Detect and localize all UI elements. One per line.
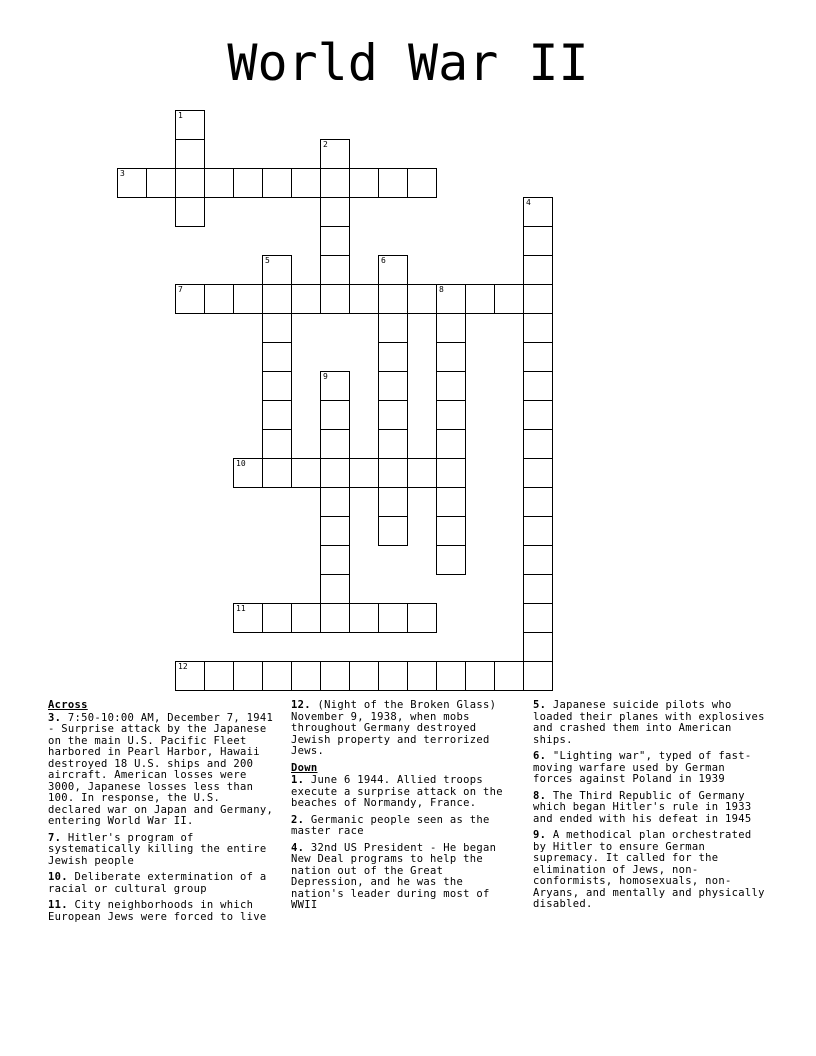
clues-column-3 <box>533 700 765 916</box>
grid-cell[interactable] <box>436 371 466 401</box>
grid-cell[interactable] <box>262 603 292 633</box>
across-clue-10 <box>48 872 276 895</box>
grid-cell[interactable] <box>233 168 263 198</box>
grid-cell[interactable] <box>378 487 408 517</box>
grid-cell[interactable] <box>204 284 234 314</box>
clue-number: 7. <box>48 831 62 844</box>
grid-cell[interactable] <box>175 284 205 314</box>
grid-cell[interactable] <box>523 516 553 546</box>
clue-number: 12. <box>291 699 311 711</box>
cell-number: 7 <box>178 285 183 294</box>
grid-cell[interactable] <box>320 168 350 198</box>
grid-cell[interactable] <box>523 429 553 459</box>
grid-cell[interactable] <box>349 603 379 633</box>
grid-cell[interactable] <box>320 284 350 314</box>
grid-cell[interactable] <box>175 197 205 227</box>
grid-cell[interactable] <box>262 168 292 198</box>
grid-cell[interactable] <box>320 574 350 604</box>
grid-cell[interactable] <box>523 371 553 401</box>
grid-cell[interactable] <box>291 168 321 198</box>
cell-number: 5 <box>265 256 270 265</box>
grid-cell[interactable] <box>407 168 437 198</box>
grid-cell[interactable] <box>436 342 466 372</box>
grid-cell[interactable] <box>262 458 292 488</box>
grid-cell[interactable] <box>291 284 321 314</box>
grid-cell[interactable] <box>262 342 292 372</box>
clue-text: City neighborhoods in which European Jews were forced to live <box>48 899 267 923</box>
clue-text: Germanic people seen as the master race <box>291 813 490 837</box>
grid-cell[interactable] <box>262 429 292 459</box>
grid-cell[interactable] <box>494 284 524 314</box>
clue-text: The Third Republic of Germany which began Hitler's rule in 1933 and ended with his defeat in 1945 <box>533 789 752 825</box>
down-clue-4 <box>291 843 521 912</box>
clue-text: 7:50-10:00 AM, December 7, 1941 - Surprise attack by the Japanese on the main U.S. Pacific Fleet harbored in Pearl Harbor, Hawaii destroyed 18 U.S. ships and 200 aircraft. American losses were 3000, Japanese losses less than 100. In response, the U.S. declared war on Japan and Germany, entering World War II. <box>48 711 274 827</box>
cell-number: 11 <box>236 604 246 613</box>
grid-cell[interactable] <box>523 574 553 604</box>
grid-cell[interactable] <box>320 487 350 517</box>
grid-cell[interactable] <box>175 110 205 140</box>
grid-cell[interactable] <box>320 516 350 546</box>
down-clue-6 <box>533 751 765 786</box>
grid-cell[interactable] <box>291 603 321 633</box>
grid-cell[interactable] <box>523 545 553 575</box>
grid-cell[interactable] <box>436 284 466 314</box>
clue-text: (Night of the Broken Glass) November 9, 1938, when mobs throughout Germany destroyed Jewish property and terrorized Jews. <box>291 699 497 757</box>
grid-cell[interactable] <box>465 284 495 314</box>
cell-number: 4 <box>526 198 531 207</box>
grid-cell[interactable] <box>523 284 553 314</box>
clue-number: 9. <box>533 829 547 841</box>
clue-number: 1. <box>291 774 305 786</box>
grid-cell[interactable] <box>378 661 408 691</box>
grid-cell[interactable] <box>436 487 466 517</box>
grid-cell[interactable] <box>523 487 553 517</box>
grid-cell[interactable] <box>523 255 553 285</box>
grid-cell[interactable] <box>349 284 379 314</box>
grid-cell[interactable] <box>378 371 408 401</box>
grid-cell[interactable] <box>378 313 408 343</box>
grid-cell[interactable] <box>378 255 408 285</box>
cell-number: 12 <box>178 662 188 671</box>
grid-cell[interactable] <box>436 429 466 459</box>
grid-cell[interactable] <box>291 661 321 691</box>
clue-text: Japanese suicide pilots who loaded their planes with explosives and crashed them into American ships. <box>533 699 765 746</box>
grid-cell[interactable] <box>523 197 553 227</box>
grid-cell[interactable] <box>204 168 234 198</box>
grid-cell[interactable] <box>320 400 350 430</box>
cell-number: 9 <box>323 372 328 381</box>
grid-cell[interactable] <box>436 545 466 575</box>
clues-column-1 <box>48 700 276 928</box>
clue-number: 8. <box>533 789 547 802</box>
grid-cell[interactable] <box>262 284 292 314</box>
clue-number: 3. <box>48 711 62 724</box>
clue-text: June 6 1944. Allied troops execute a surprise attack on the beaches of Normandy, France. <box>291 774 503 809</box>
grid-cell[interactable] <box>320 226 350 256</box>
grid-cell[interactable] <box>523 661 553 691</box>
grid-cell[interactable] <box>523 400 553 430</box>
grid-cell[interactable] <box>204 661 234 691</box>
grid-cell[interactable] <box>320 197 350 227</box>
grid-cell[interactable] <box>378 284 408 314</box>
grid-cell[interactable] <box>146 168 176 198</box>
grid-cell[interactable] <box>262 313 292 343</box>
grid-cell[interactable] <box>320 255 350 285</box>
grid-cell[interactable] <box>349 458 379 488</box>
grid-cell[interactable] <box>378 342 408 372</box>
grid-cell[interactable] <box>436 400 466 430</box>
down-clue-5 <box>533 700 765 746</box>
clue-number: 11. <box>48 899 68 911</box>
grid-cell[interactable] <box>523 313 553 343</box>
grid-cell[interactable] <box>465 661 495 691</box>
grid-cell[interactable] <box>378 458 408 488</box>
down-clue-8 <box>533 791 765 826</box>
grid-cell[interactable] <box>523 603 553 633</box>
grid-cell[interactable] <box>378 516 408 546</box>
grid-cell[interactable] <box>378 168 408 198</box>
grid-cell[interactable] <box>407 661 437 691</box>
grid-cell[interactable] <box>494 661 524 691</box>
grid-cell[interactable] <box>436 516 466 546</box>
grid-cell[interactable] <box>320 371 350 401</box>
grid-cell[interactable] <box>349 168 379 198</box>
grid-cell[interactable] <box>262 661 292 691</box>
grid-cell[interactable] <box>523 226 553 256</box>
clue-text: "Lighting war", typed of fast-moving warfare used by German forces against Poland in 1939 <box>533 750 752 785</box>
clue-number: 6. <box>533 750 547 762</box>
grid-cell[interactable] <box>349 661 379 691</box>
down-clue-2 <box>291 815 521 838</box>
grid-cell[interactable] <box>378 400 408 430</box>
down-heading: Down <box>291 761 318 774</box>
grid-cell[interactable] <box>175 168 205 198</box>
clue-number: 5. <box>533 699 547 711</box>
grid-cell[interactable] <box>320 458 350 488</box>
cell-number: 10 <box>236 459 246 468</box>
clues-column-2 <box>291 700 521 917</box>
grid-cell[interactable] <box>378 429 408 459</box>
across-clue-12 <box>291 700 521 758</box>
grid-cell[interactable] <box>291 458 321 488</box>
grid-cell[interactable] <box>175 661 205 691</box>
grid-cell[interactable] <box>407 458 437 488</box>
clue-text: Deliberate extermination of a racial or cultural group <box>48 871 267 895</box>
grid-cell[interactable] <box>320 603 350 633</box>
clue-text: 32nd US President - He began New Deal programs to help the nation out of the Great Depression, and he was the nation's leader during most of WWII <box>291 841 497 911</box>
cell-number: 6 <box>381 256 386 265</box>
across-clue-11 <box>48 900 276 923</box>
grid-cell[interactable] <box>262 400 292 430</box>
clue-number: 2. <box>291 813 305 826</box>
grid-cell[interactable] <box>233 458 263 488</box>
grid-cell[interactable] <box>320 429 350 459</box>
across-clue-3 <box>48 713 276 828</box>
grid-cell[interactable] <box>320 661 350 691</box>
puzzle-title: World War II <box>227 34 589 92</box>
grid-cell[interactable] <box>175 139 205 169</box>
grid-cell[interactable] <box>262 255 292 285</box>
grid-cell[interactable] <box>233 284 263 314</box>
grid-cell[interactable] <box>407 284 437 314</box>
cell-number: 8 <box>439 285 444 294</box>
down-clue-9 <box>533 830 765 911</box>
grid-cell[interactable] <box>436 661 466 691</box>
across-clue-7 <box>48 833 276 868</box>
clue-number: 4. <box>291 841 305 854</box>
grid-cell[interactable] <box>523 342 553 372</box>
grid-cell[interactable] <box>378 603 408 633</box>
grid-cell[interactable] <box>523 458 553 488</box>
grid-cell[interactable] <box>320 545 350 575</box>
grid-cell[interactable] <box>233 603 263 633</box>
down-clue-1 <box>291 775 521 810</box>
grid-cell[interactable] <box>233 661 263 691</box>
cell-number: 1 <box>178 111 183 120</box>
clue-text: Hitler's program of systematically killing the entire Jewish people <box>48 831 267 867</box>
grid-cell[interactable] <box>117 168 147 198</box>
grid-cell[interactable] <box>523 632 553 662</box>
grid-cell[interactable] <box>436 313 466 343</box>
cell-number: 2 <box>323 140 328 149</box>
grid-cell[interactable] <box>436 458 466 488</box>
grid-cell[interactable] <box>262 371 292 401</box>
grid-cell[interactable] <box>407 603 437 633</box>
across-heading: Across <box>48 699 88 711</box>
grid-cell[interactable] <box>320 139 350 169</box>
cell-number: 3 <box>120 169 125 178</box>
clue-number: 10. <box>48 871 68 883</box>
clue-text: A methodical plan orchestrated by Hitler to ensure German supremacy. It called for the elimination of Jews, non-conformists, homosexuals, non-Aryans, and mentally and physically disabled. <box>533 829 765 910</box>
